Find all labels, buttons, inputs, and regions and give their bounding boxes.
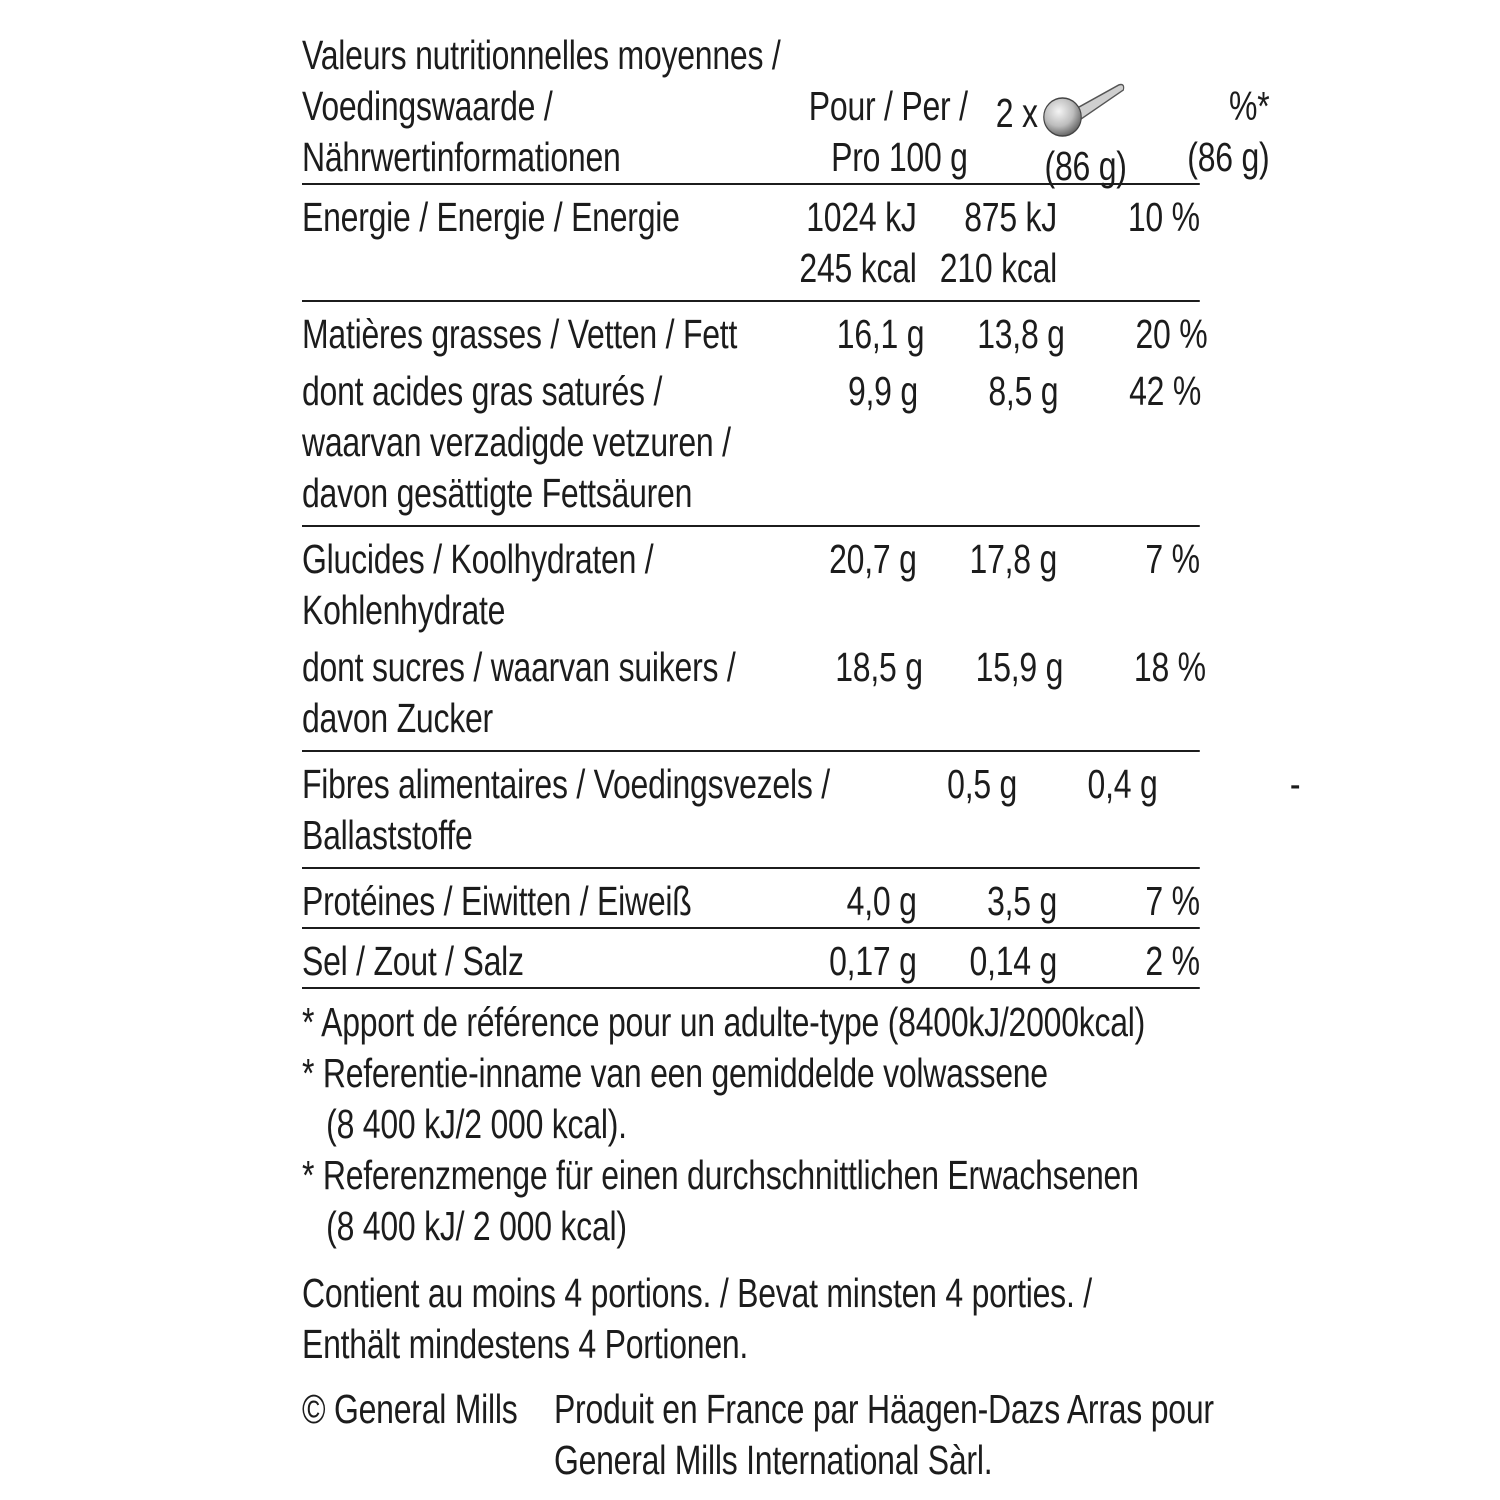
row-per-100g: 0,17 g — [829, 938, 917, 984]
header-portion — [968, 30, 1127, 192]
copyright: © General Mills — [302, 1386, 518, 1432]
table-row — [302, 309, 1208, 360]
header-title — [302, 30, 781, 183]
header-title-line: Valeurs nutritionnelles moyennes / — [302, 32, 781, 78]
portions-line: Enthält mindestens 4 Portionen. — [302, 1321, 749, 1367]
header-portion-line: (86 g) — [1044, 143, 1127, 189]
portions-note — [302, 1268, 1200, 1370]
row-per-100g: 0,5 g — [947, 761, 1018, 807]
footnote-fr: * Apport de référence pour un adulte-type (8400kJ/2000kcal) — [302, 999, 1146, 1045]
footnotes — [302, 989, 1200, 1252]
row-portion: 17,8 g — [969, 536, 1058, 582]
producer-line: Produit en France par Häagen-Dazs Arras pour — [553, 1386, 1214, 1432]
section-carbohydrates — [302, 527, 1206, 750]
footnote-nl: * Referentie-inname van een gemiddelde volwassene — [302, 1050, 1048, 1096]
header-portion-count: 2 x — [995, 90, 1038, 136]
row-ri: 7 % — [1145, 878, 1200, 924]
row-label: Ballaststoffe — [302, 812, 473, 858]
row-portion: 0,14 g — [969, 938, 1058, 984]
header-ri — [1127, 30, 1270, 183]
row-label: dont acides gras saturés / — [302, 368, 663, 414]
row-per-100g: 18,5 g — [835, 644, 923, 690]
row-per-100g: 16,1 g — [836, 311, 925, 357]
header-per-100g — [781, 30, 968, 183]
row-ri: 18 % — [1133, 644, 1206, 690]
row-label: Protéines / Eiwitten / Eiweiß — [302, 878, 692, 924]
row-label: davon gesättigte Fettsäuren — [302, 470, 693, 516]
table-row — [302, 534, 1200, 636]
row-label: waarvan verzadigde vetzuren / — [302, 419, 731, 465]
table-row — [302, 936, 1200, 987]
ice-cream-scoop-icon — [1041, 81, 1127, 141]
row-label: Sel / Zout / Salz — [302, 938, 524, 984]
row-ri: 7 % — [1145, 536, 1200, 582]
portions-line: Contient au moins 4 portions. / Bevat minsten 4 porties. / — [302, 1270, 1092, 1316]
row-label: davon Zucker — [302, 695, 493, 741]
row-label: dont sucres / waarvan suikers / — [302, 644, 736, 690]
row-portion: 8,5 g — [988, 368, 1059, 414]
section-fat — [302, 302, 1208, 525]
row-portion: 13,8 g — [977, 311, 1065, 357]
row-per-100g: 1024 kJ — [806, 194, 917, 240]
row-label: Fibres alimentaires / Voedingsvezels / — [302, 761, 830, 807]
header-title-line: Voedingswaarde / — [302, 83, 553, 129]
row-portion: 210 kcal — [939, 245, 1058, 291]
nutrition-label — [302, 30, 1301, 1486]
row-label: Matières grasses / Vetten / Fett — [302, 311, 738, 357]
table-row — [302, 876, 1200, 927]
row-portion: 3,5 g — [987, 878, 1058, 924]
footnote-de: * Referenzmenge für einen durchschnittlichen Erwachsenen — [302, 1152, 1139, 1198]
row-label: Glucides / Koolhydraten / — [302, 536, 654, 582]
header-ri-line: (86 g) — [1187, 134, 1270, 180]
row-per-100g: 245 kcal — [799, 245, 917, 291]
table-row — [302, 759, 1301, 861]
row-ri: 20 % — [1135, 311, 1208, 357]
table-row — [302, 366, 1200, 519]
row-ri: 10 % — [1127, 194, 1200, 240]
footnote-de-values: (8 400 kJ/ 2 000 kcal) — [326, 1203, 627, 1249]
row-per-100g: 4,0 g — [846, 878, 917, 924]
nutrition-label-inner — [302, 30, 1301, 1486]
row-per-100g: 20,7 g — [829, 536, 917, 582]
row-ri: 42 % — [1129, 368, 1202, 414]
table-header — [302, 30, 1270, 189]
header-per-100g-line: Pour / Per / — [808, 83, 968, 129]
section-fibre — [302, 752, 1301, 867]
table-row — [302, 642, 1206, 744]
row-portion: 0,4 g — [1087, 761, 1158, 807]
row-portion: 15,9 g — [975, 644, 1064, 690]
section-salt — [302, 929, 1200, 987]
header-per-100g-line: Pro 100 g — [831, 134, 968, 180]
row-label: Energie / Energie / Energie — [302, 194, 680, 240]
section-protein — [302, 869, 1200, 927]
footnote-nl-values: (8 400 kJ/2 000 kcal). — [326, 1101, 627, 1147]
row-per-100g: 9,9 g — [847, 368, 918, 414]
row-ri: - — [1289, 761, 1301, 807]
section-energy — [302, 185, 1200, 300]
row-ri: 2 % — [1145, 938, 1200, 984]
row-portion: 875 kJ — [964, 194, 1058, 240]
producer-line: General Mills International Sàrl. — [553, 1437, 993, 1483]
header-title-line: Nährwertinformationen — [302, 134, 621, 180]
credits — [302, 1384, 1214, 1486]
row-label: Kohlenhydrate — [302, 587, 506, 633]
table-row — [302, 192, 1200, 294]
header-ri-line: %* — [1229, 83, 1270, 129]
